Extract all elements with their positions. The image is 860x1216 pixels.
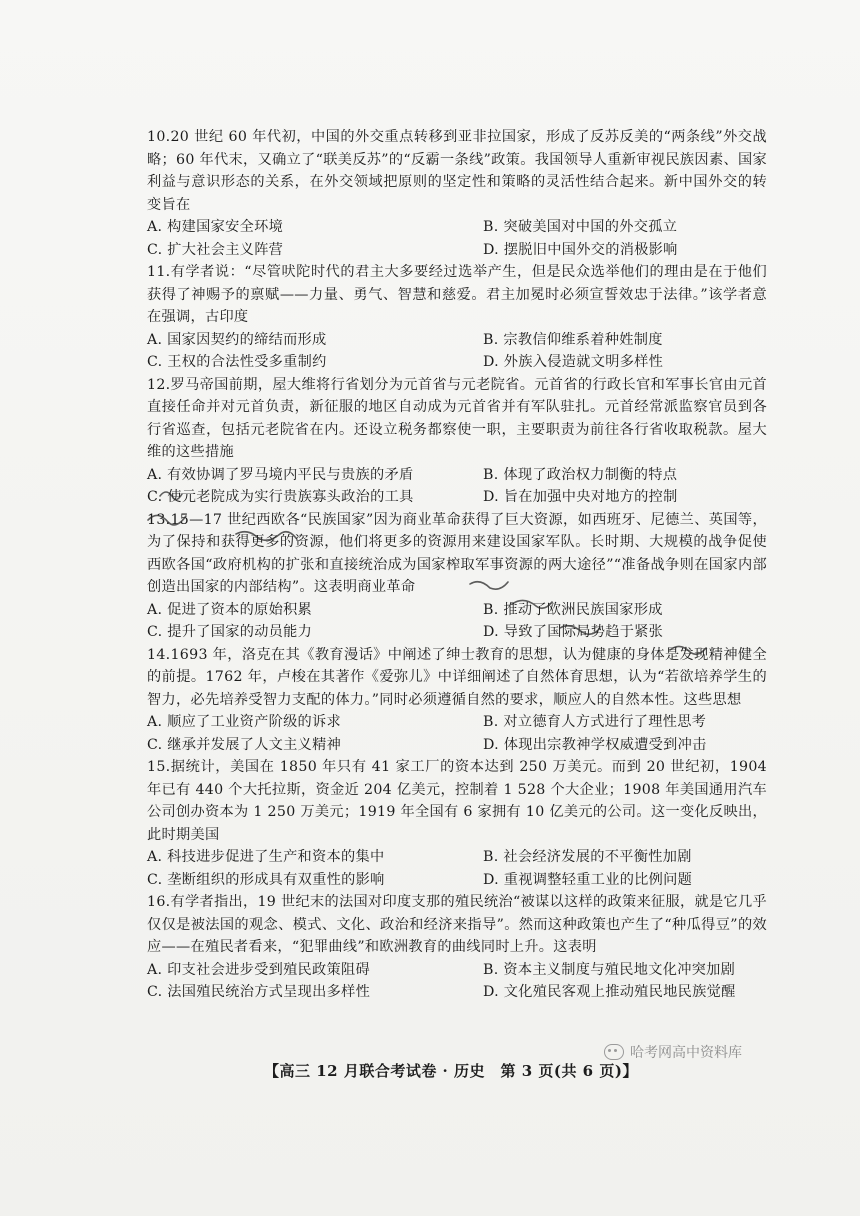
question-12 <box>147 374 767 509</box>
option-c: C. 继承并发展了人文主义精神 <box>147 736 342 753</box>
option-b: B. 社会经济发展的不平衡性加剧 <box>483 849 692 865</box>
options <box>147 711 767 756</box>
question-stem: 13.15—17 世纪西欧各“民族国家”因为商业革命获得了巨大资源，如西班牙、尼德兰、英国等，为了保持和获得更多的资源，他们将更多的资源用来建设国家军队。长时期、大规模的战争促使西欧各国“政府机构的扩张和直接统治成为国家榨取军事资源的两大途径”“准备战争则在国家内部创造出国家的内部结构”。这表明商业革命 <box>147 511 767 595</box>
question-number: 14. <box>147 646 171 663</box>
option-d: D. 文化殖民客观上推动殖民地民族觉醒 <box>483 984 736 1000</box>
option-c: C. 提升了国家的动员能力 <box>147 624 313 640</box>
page-footer: 【高三 12 月联合考试卷 · 历史 第 3 页(共 6 页)】 <box>264 1062 638 1080</box>
options <box>147 599 767 644</box>
question-number: 11. <box>147 264 171 280</box>
option-a: A. 印支社会进步受到殖民政策阻碍 <box>147 961 370 978</box>
watermark-text: 哈考网高中资料库 <box>630 1045 742 1061</box>
wechat-icon <box>604 1044 624 1060</box>
option-d: D. 外族入侵造就文明多样性 <box>483 354 664 370</box>
question-number: 13. <box>147 511 171 528</box>
question-stem: 16.有学者指出，19 世纪末的法国对印度支那的殖民统治“被谋以这样的政策来征服，就是它几乎仅仅是被法国的观念、模式、文化、政治和经济来指导”。然而这种政策也产生了“种瓜得豆”的效应——在殖民者看来，“犯罪曲线”和欧洲教育的曲线同时上升。这表明 <box>147 894 767 955</box>
option-b: B. 突破美国对中国的外交孤立 <box>483 219 678 235</box>
option-d: D. 导致了国际局势趋于紧张 <box>483 624 664 640</box>
question-11 <box>147 261 767 374</box>
options <box>147 216 767 261</box>
options <box>147 846 767 891</box>
option-a: A. 有效协调了罗马境内平民与贵族的矛盾 <box>147 466 414 483</box>
option-b: B. 宗教信仰维系着种姓制度 <box>483 331 663 348</box>
option-d: D. 重视调整轻重工业的比例问题 <box>483 871 693 888</box>
option-a: A. 构建国家安全环境 <box>147 219 284 235</box>
question-number: 16. <box>147 894 171 910</box>
option-d: D. 摆脱旧中国外交的消极影响 <box>483 241 678 258</box>
option-d: D. 旨在加强中央对地方的控制 <box>483 489 678 505</box>
option-a: A. 国家因契约的缔结而形成 <box>147 331 327 348</box>
question-stem: 10.20 世纪 60 年代初，中国的外交重点转移到亚非拉国家，形成了反苏反美的“两条线”外交战略；60 年代末，又确立了“联美反苏”的“反霸一条线”政策。我国领导人重新审视民族因素、国家利益与意识形态的关系，在外交领域把原则的坚定性和策略的灵活性结合起来。新中国外交的转变旨在 <box>147 129 767 213</box>
question-stem: 15.据统计，美国在 1850 年只有 41 家工厂的资本达到 250 万美元。而到 20 世纪初，1904 年已有 440 个大托拉斯，资金近 204 亿美元，控制着 1 528 个大企业；1908 年美国通用汽车公司创办资本为 1 250 万美元；1919 年全国有 6 家拥有 10 亿美元的公司。这一变化反映出，此时期美国 <box>147 759 767 843</box>
option-a: A. 促进了资本的原始积累 <box>147 601 313 618</box>
question-stem: 14.1693 年，洛克在其《教育漫话》中阐述了绅士教育的思想，认为健康的身体是发现精神健全的前提。1762 年，卢梭在其著作《爱弥儿》中详细阐述了自然体育思想，认为“若欲培养学生的智力，必先培养受智力支配的体力。”同时必须遵循自然的要求，顺应人的自然本性。这些思想 <box>147 646 767 708</box>
watermark <box>604 1042 742 1062</box>
question-number: 10. <box>147 129 171 145</box>
option-c: C. 垄断组织的形成具有双重性的影响 <box>147 871 385 888</box>
option-d: D. 体现出宗教神学权威遭受到冲击 <box>483 736 707 753</box>
question-stem: 12.罗马帝国前期，屋大维将行省划分为元首省与元老院省。元首省的行政长官和军事长官由元首直接任命并对元首负责，新征服的地区自动成为元首省并有军队驻扎。元首经常派监察官员到各行省巡查，包括元老院省在内。还设立税务都察使一职，主要职责为前往各行省收取税款。屋大维的这些措施 <box>147 376 767 460</box>
question-number: 12. <box>147 376 171 393</box>
question-10 <box>147 126 767 261</box>
option-c: C. 王权的合法性受多重制约 <box>147 354 327 370</box>
option-c: C. 扩大社会主义阵营 <box>147 241 284 258</box>
option-b: B. 资本主义制度与殖民地文化冲突加剧 <box>483 961 736 978</box>
question-14 <box>147 644 767 757</box>
option-a: A. 科技进步促进了生产和资本的集中 <box>147 849 385 865</box>
question-16 <box>147 891 767 1004</box>
options <box>147 329 767 374</box>
question-15 <box>147 756 767 891</box>
option-c: C. 使元老院成为实行贵族寡头政治的工具 <box>147 489 414 505</box>
question-13 <box>147 509 767 644</box>
options <box>147 959 767 1004</box>
option-b: B. 对立德育人方式进行了理性思考 <box>483 714 707 730</box>
option-b: B. 推动了欧洲民族国家形成 <box>483 601 663 618</box>
question-number: 15. <box>147 759 171 775</box>
option-a: A. 顺应了工业资产阶级的诉求 <box>147 714 342 730</box>
question-stem: 11.有学者说：“尽管吠陀时代的君主大多要经过选举产生，但是民众选举他们的理由是在于他们获得了神赐予的禀赋——力量、勇气、智慧和慈爱。君主加冕时必须宣誓效忠于法律。”该学者意在强调，古印度 <box>147 264 767 325</box>
question-list <box>147 126 767 1004</box>
option-c: C. 法国殖民统治方式呈现出多样性 <box>147 984 371 1000</box>
options <box>147 464 767 509</box>
option-b: B. 体现了政治权力制衡的特点 <box>483 466 678 483</box>
